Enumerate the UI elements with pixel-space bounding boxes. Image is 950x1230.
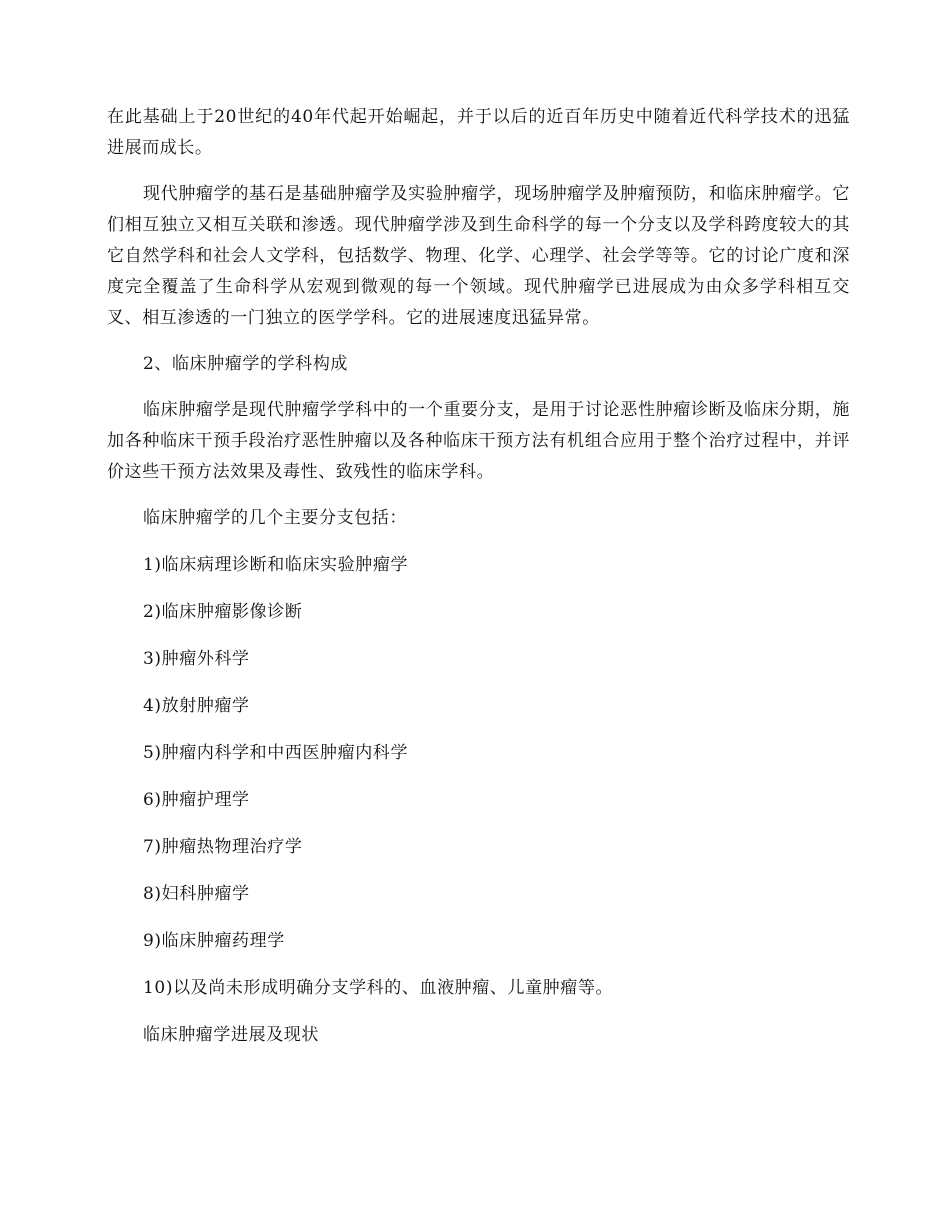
list-item: 10)以及尚未形成明确分支学科的、血液肿瘤、儿童肿瘤等。 xyxy=(143,978,614,998)
section-heading-progress: 临床肿瘤学进展及现状 xyxy=(143,1025,319,1045)
list-item: 6)肿瘤护理学 xyxy=(143,790,250,810)
list-item: 3)肿瘤外科学 xyxy=(143,649,250,669)
list-item: 7)肿瘤热物理治疗学 xyxy=(143,837,303,857)
paragraph-modern-oncology: 现代肿瘤学的基石是基础肿瘤学及实验肿瘤学，现场肿瘤学及肿瘤预防，和临床肿瘤学。它们相互独立又相互关联和渗透。现代肿瘤学涉及到生命科学的每一个分支以及学科跨度较大的其它自然学科和社会人文学科，包括数学、物理、化学、心理学、社会学等等。它的讨论广度和深度完全覆盖了生命科学从宏观到微观的每一个领域。现代肿瘤学已进展成为由众多学科相互交叉、相互渗透的一门独立的医学学科。它的进展速度迅猛异常。 xyxy=(107,184,850,328)
branch-list xyxy=(107,550,850,1004)
list-item: 1)临床病理诊断和临床实验肿瘤学 xyxy=(143,555,409,575)
paragraph-branches-intro: 临床肿瘤学的几个主要分支包括： xyxy=(143,508,407,528)
list-item: 5)肿瘤内科学和中西医肿瘤内科学 xyxy=(143,743,409,763)
list-item: 4)放射肿瘤学 xyxy=(143,696,250,716)
list-item: 9)临床肿瘤药理学 xyxy=(143,931,285,951)
paragraph-clinical-oncology-definition: 临床肿瘤学是现代肿瘤学学科中的一个重要分支，是用于讨论恶性肿瘤诊断及临床分期，施加各种临床干预手段治疗恶性肿瘤以及各种临床干预方法有机组合应用于整个治疗过程中，并评价这些干预方法效果及毒性、致残性的临床学科。 xyxy=(107,400,850,482)
list-item: 8)妇科肿瘤学 xyxy=(143,884,250,904)
paragraph-continuation: 在此基础上于20世纪的40年代起开始崛起，并于以后的近百年历史中随着近代科学技术的迅猛进展而成长。 xyxy=(107,107,850,158)
section-heading-clinical-oncology: 2、临床肿瘤学的学科构成 xyxy=(143,354,349,374)
list-item: 2)临床肿瘤影像诊断 xyxy=(143,602,303,622)
